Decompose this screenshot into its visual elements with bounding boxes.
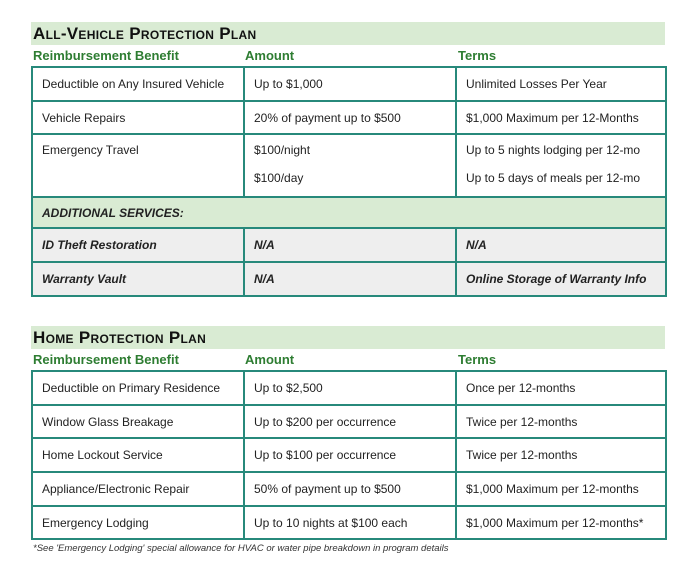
terms-cell: Twice per 12-months xyxy=(456,438,666,472)
amount-cell: 20% of payment up to $500 xyxy=(244,101,456,134)
terms-cell xyxy=(456,134,666,197)
home-benefits-table xyxy=(31,370,667,540)
table-row xyxy=(32,472,666,506)
terms-column-header: Terms xyxy=(458,48,497,63)
nightly-amount: $100/night xyxy=(254,143,311,157)
terms-cell: Once per 12-months xyxy=(456,371,666,405)
emergency-travel-label: Emergency Travel xyxy=(42,143,139,157)
benefit-cell: Appliance/Electronic Repair xyxy=(32,472,244,506)
terms-cell: N/A xyxy=(456,228,666,262)
terms-cell: $1,000 Maximum per 12-months* xyxy=(456,506,666,539)
amount-cell: Up to 10 nights at $100 each xyxy=(244,506,456,539)
vehicle-plan-title: All-Vehicle Protection Plan xyxy=(31,22,665,45)
table-row xyxy=(32,101,666,134)
home-column-headers xyxy=(31,349,665,370)
amount-cell xyxy=(244,134,456,197)
table-row xyxy=(32,371,666,405)
benefit-cell: Vehicle Repairs xyxy=(32,101,244,134)
benefit-cell xyxy=(32,134,244,197)
meals-terms: Up to 5 days of meals per 12-mo xyxy=(466,171,641,185)
vehicle-plan-section xyxy=(31,22,665,297)
benefit-cell: Deductible on Primary Residence xyxy=(32,371,244,405)
amount-cell: Up to $200 per occurrence xyxy=(244,405,456,438)
benefit-column-header: Reimbursement Benefit xyxy=(33,48,179,63)
additional-services-label: ADDITIONAL SERVICES: xyxy=(32,197,666,228)
table-row xyxy=(32,134,666,197)
benefit-cell: Window Glass Breakage xyxy=(32,405,244,438)
terms-cell: $1,000 Maximum per 12-Months xyxy=(456,101,666,134)
benefit-cell: ID Theft Restoration xyxy=(32,228,244,262)
table-row xyxy=(32,405,666,438)
home-plan-title: Home Protection Plan xyxy=(31,326,665,349)
table-row xyxy=(32,228,666,262)
benefit-cell: Warranty Vault xyxy=(32,262,244,296)
lodging-terms: Up to 5 nights lodging per 12-mo xyxy=(466,143,641,157)
benefit-column-header: Reimbursement Benefit xyxy=(33,352,179,367)
home-plan-section xyxy=(31,326,665,540)
amount-cell: Up to $100 per occurrence xyxy=(244,438,456,472)
vehicle-column-headers xyxy=(31,45,665,66)
amount-cell: N/A xyxy=(244,228,456,262)
terms-column-header: Terms xyxy=(458,352,497,367)
amount-cell: Up to $1,000 xyxy=(244,67,456,101)
amount-column-header: Amount xyxy=(245,352,295,367)
table-row xyxy=(32,506,666,539)
benefit-cell: Emergency Lodging xyxy=(32,506,244,539)
terms-cell: $1,000 Maximum per 12-months xyxy=(456,472,666,506)
table-row xyxy=(32,262,666,296)
benefit-cell: Deductible on Any Insured Vehicle xyxy=(32,67,244,101)
terms-cell: Unlimited Losses Per Year xyxy=(456,67,666,101)
amount-cell: Up to $2,500 xyxy=(244,371,456,405)
terms-cell: Twice per 12-months xyxy=(456,405,666,438)
additional-services-row xyxy=(32,197,666,228)
daily-amount: $100/day xyxy=(254,171,304,185)
amount-column-header: Amount xyxy=(245,48,295,63)
amount-cell: 50% of payment up to $500 xyxy=(244,472,456,506)
footnote: *See 'Emergency Lodging' special allowance for HVAC or water pipe breakdown in program details xyxy=(33,543,449,554)
table-row xyxy=(32,438,666,472)
terms-cell: Online Storage of Warranty Info xyxy=(456,262,666,296)
benefit-cell: Home Lockout Service xyxy=(32,438,244,472)
vehicle-benefits-table xyxy=(31,66,667,297)
table-row xyxy=(32,67,666,101)
amount-cell: N/A xyxy=(244,262,456,296)
